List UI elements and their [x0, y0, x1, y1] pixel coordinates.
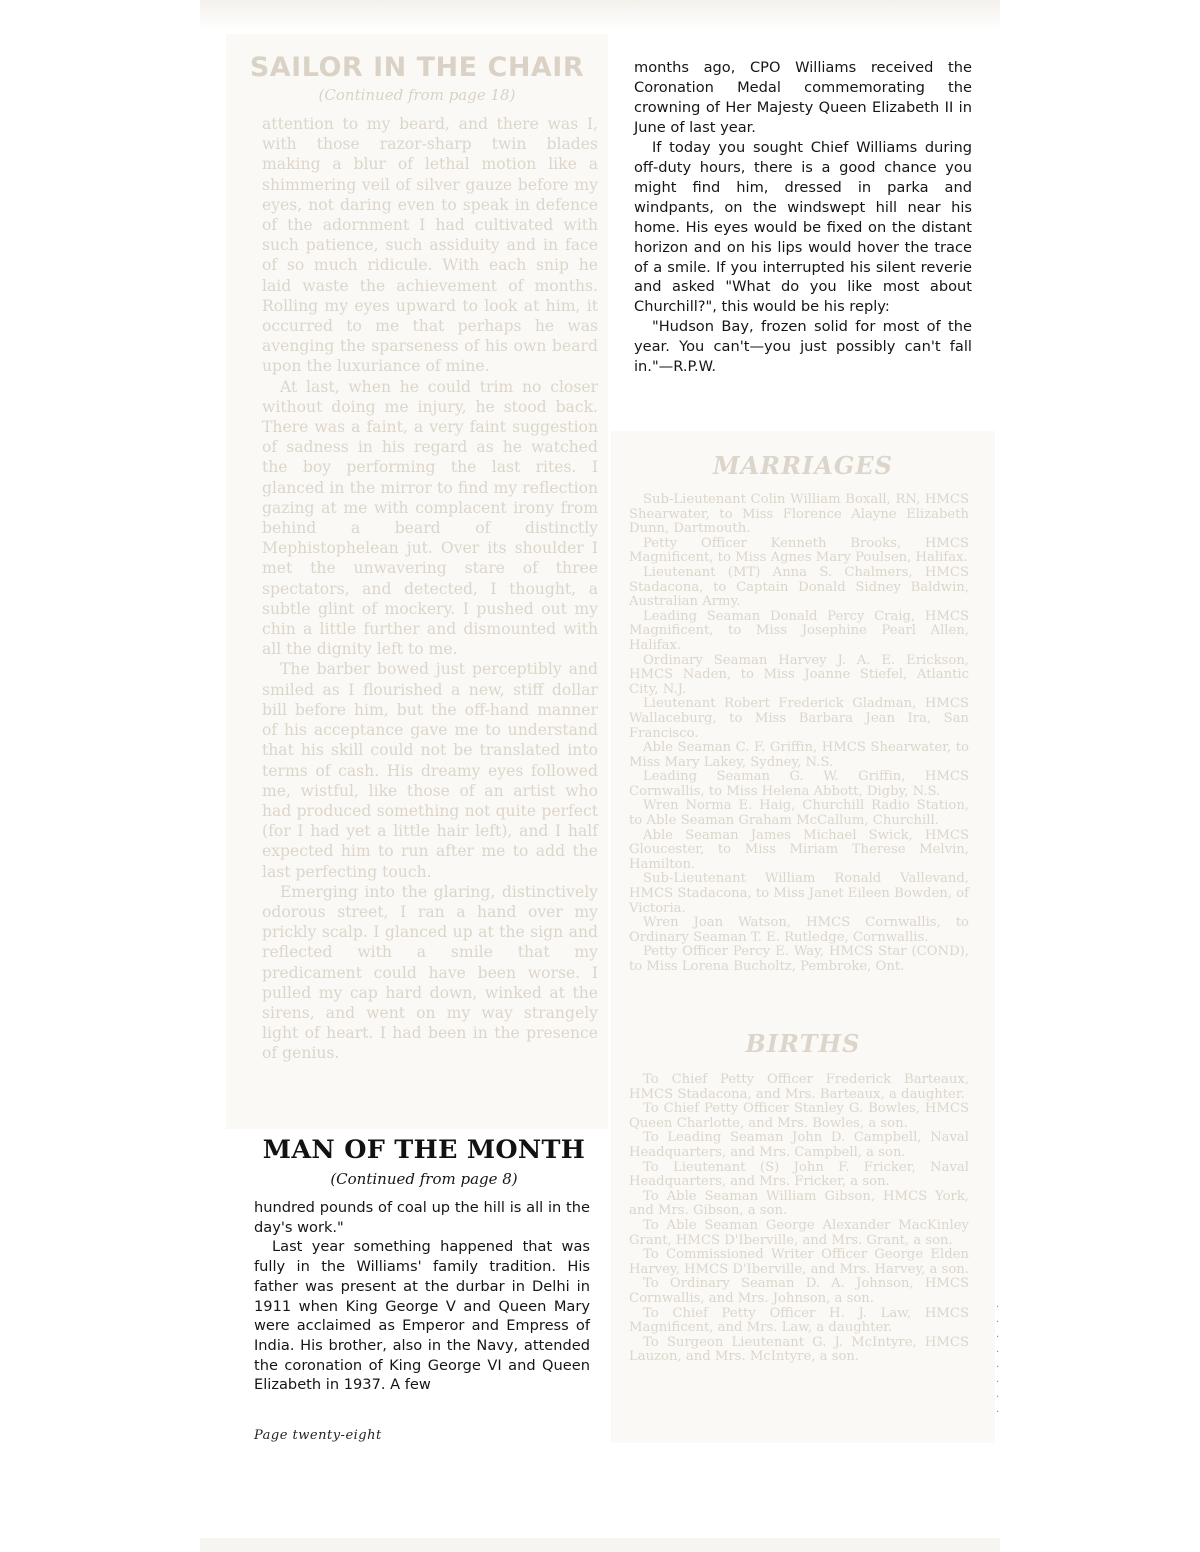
mom-paragraph: hundred pounds of coal up the hill is all in the day's work."	[254, 1199, 590, 1236]
marriage-entry: Leading Seaman Donald Percy Craig, HMCS Magnificent, to Miss Josephine Pearl Allen, Halifax.	[629, 608, 969, 653]
marriage-entry: Sub-Lieutenant Colin William Boxall, RN, HMCS Shearwater, to Miss Florence Alayne Elizabeth Dunn, Dartmouth.	[629, 492, 969, 537]
marriage-entry: Leading Seaman G. W. Griffin, HMCS Cornwallis, to Miss Helena Abbott, Digby, N.S.	[629, 769, 969, 799]
continuation-paragraph: months ago, CPO Williams received the Coronation Medal commemorating the crowning of Her Majesty Queen Elizabeth II in June of last year.	[634, 59, 972, 136]
man-of-month-continued: (Continued from page 8)	[330, 1170, 518, 1188]
birth-entry: To Able Seaman George Alexander MacKinley Grant, HMCS D'Iberville, and Mrs. Grant, a son.	[629, 1217, 969, 1248]
marriage-entry: Able Seaman C. F. Griffin, HMCS Shearwater, to Miss Mary Lakey, Sydney, N.S.	[629, 740, 969, 770]
man-of-month-title: MAN OF THE MONTH	[262, 1135, 586, 1165]
marriage-entry: Lieutenant (MT) Anna S. Chalmers, HMCS Stadacona, to Captain Donald Sidney Baldwin, Australian Army.	[629, 564, 969, 610]
sailor-paragraph: The barber bowed just perceptibly and smiled as I flourished a new, stiff dollar bill before him, but the off-hand manner of his acceptance gave me to understand that his skill could not be translated into terms of cash. His dreamy eyes followed me, wistful, like those of an artist who had produced something not quite perfect (for I had yet a little hair left), and I half expected him to run after me to add the last perfecting touch.	[262, 660, 598, 881]
sailor-continued: (Continued from page 18)	[318, 86, 516, 104]
marriage-entry: Wren Norma E. Haig, Churchill Radio Station, to Able Seaman Graham McCallum, Churchill.	[629, 798, 969, 829]
birth-entry: To Ordinary Seaman D. A. Johnson, HMCS Cornwallis, and Mrs. Johnson, a son.	[629, 1276, 969, 1306]
marriages-title: MARRIAGES	[712, 451, 894, 480]
scan-bottom-edge	[200, 1538, 1000, 1552]
marriage-entry: Lieutenant Robert Frederick Gladman, HMCS Wallaceburg, to Miss Barbara Jean Ira, San Francisco.	[629, 696, 969, 741]
birth-entry: To Chief Petty Officer Frederick Barteaux, HMCS Stadacona, and Mrs. Barteaux, a daughter.	[629, 1072, 969, 1102]
birth-entry: To Lieutenant (S) John F. Fricker, Naval Headquarters, and Mrs. Fricker, a son.	[629, 1159, 969, 1190]
marriage-entry: Ordinary Seaman Harvey J. A. E. Erickson, HMCS Naden, to Miss Joanne Stiefel, Atlantic City, N.J.	[629, 652, 969, 697]
birth-entry: To Chief Petty Officer Stanley G. Bowles, HMCS Queen Charlotte, and Mrs. Bowles, a son.	[629, 1101, 969, 1131]
man-of-month-continuation	[634, 58, 972, 377]
marriages-list	[629, 493, 969, 975]
mom-paragraph: Last year something happened that was fully in the Williams' family tradition. His father was present at the durbar in Delhi in 1911 when King George V and Queen Mary were acclaimed as Emperor and Empress of India. His brother, also in the Navy, attended the coronation of King George VI and Queen Elizabeth in 1937. A few	[254, 1238, 590, 1394]
page-number: Page twenty-eight	[254, 1428, 382, 1443]
marriage-entry: Sub-Lieutenant William Ronald Vallevand, HMCS Stadacona, to Miss Janet Eileen Bowden, of Victoria.	[629, 871, 969, 916]
announcements-block	[611, 431, 995, 1443]
marriage-entry: Petty Officer Percy E. Way, HMCS Star (COND), to Miss Lorena Bucholtz, Pembroke, Ont.	[629, 944, 969, 974]
binding-edge-marks: · · · · · · · ·	[996, 1302, 1000, 1418]
continuation-paragraph: "Hudson Bay, frozen solid for most of the year. You can't—you just possibly can't fall in."—R.P.W.	[634, 318, 972, 376]
marriage-entry: Wren Joan Watson, HMCS Cornwallis, to Ordinary Seaman T. E. Rutledge, Cornwallis.	[629, 915, 969, 945]
birth-entry: To Surgeon Lieutenant G. J. McIntyre, HMCS Lauzon, and Mrs. McIntyre, a son.	[629, 1334, 969, 1365]
birth-entry: To Able Seaman William Gibson, HMCS York, and Mrs. Gibson, a son.	[629, 1188, 969, 1219]
birth-entry: To Commissioned Writer Officer George Elden Harvey, HMCS D'Iberville, and Mrs. Harvey, a son.	[629, 1247, 969, 1277]
sailor-body	[262, 114, 598, 1064]
sailor-article	[226, 34, 608, 1129]
birth-entry: To Chief Petty Officer H. J. Law, HMCS Magnificent, and Mrs. Law, a daughter.	[629, 1305, 969, 1336]
births-title: BIRTHS	[745, 1029, 861, 1058]
birth-entry: To Leading Seaman John D. Campbell, Naval Headquarters, and Mrs. Campbell, a son.	[629, 1130, 969, 1160]
sailor-paragraph: Emerging into the glaring, distinctively odorous street, I ran a hand over my prickly scalp. I glanced up at the sign and reflected with a smile that my predicament could have been worse. I pulled my cap hard down, winked at the sirens, and went on my way strangely light of heart. I had been in the presence of genius.	[262, 882, 598, 1063]
scan-top-edge	[200, 0, 1000, 30]
sailor-paragraph: At last, when he could trim no closer without doing me injury, he stood back. There was a faint, a very faint suggestion of sadness in his regard as he watched the boy performing the last rites. I glanced in the mirror to find my reflection gazing at me with complacent irony from behind a beard of distinctly Mephistophelean jut. Over its shoulder I met the unwavering stare of three spectators, and detected, I thought, a subtle glint of mockery. I pushed out my chin a little further and dismounted with all the dignity left to me.	[262, 377, 598, 659]
sailor-paragraph: attention to my beard, and there was I, with those razor-sharp twin blades making a blur of lethal motion like a shimmering veil of silver gauze before my eyes, not daring even to speak in defence of the adornment I had cultivated with such patience, such assiduity and in face of so much ridicule. With each snip he laid waste the achievement of months. Rolling my eyes upward to look at him, it occurred to me that perhaps he was avenging the sparseness of his own beard upon the luxuriance of mine.	[262, 115, 598, 376]
sailor-title: SAILOR IN THE CHAIR	[249, 52, 585, 83]
marriage-entry: Petty Officer Kenneth Brooks, HMCS Magnificent, to Miss Agnes Mary Poulsen, Halifax.	[629, 535, 969, 566]
man-of-month-body	[254, 1198, 590, 1395]
continuation-paragraph: If today you sought Chief Williams during off-duty hours, there is a good chance you might find him, dressed in parka and windpants, on the windswept hill near his home. His eyes would be fixed on the distant horizon and on his lips would hover the trace of a smile. If you interrupted his silent reverie and asked "What do you like most about Churchill?", this would be his reply:	[634, 138, 972, 316]
births-list	[629, 1073, 969, 1365]
marriage-entry: Able Seaman James Michael Swick, HMCS Gloucester, to Miss Miriam Therese Melvin, Hamilton.	[629, 827, 969, 872]
